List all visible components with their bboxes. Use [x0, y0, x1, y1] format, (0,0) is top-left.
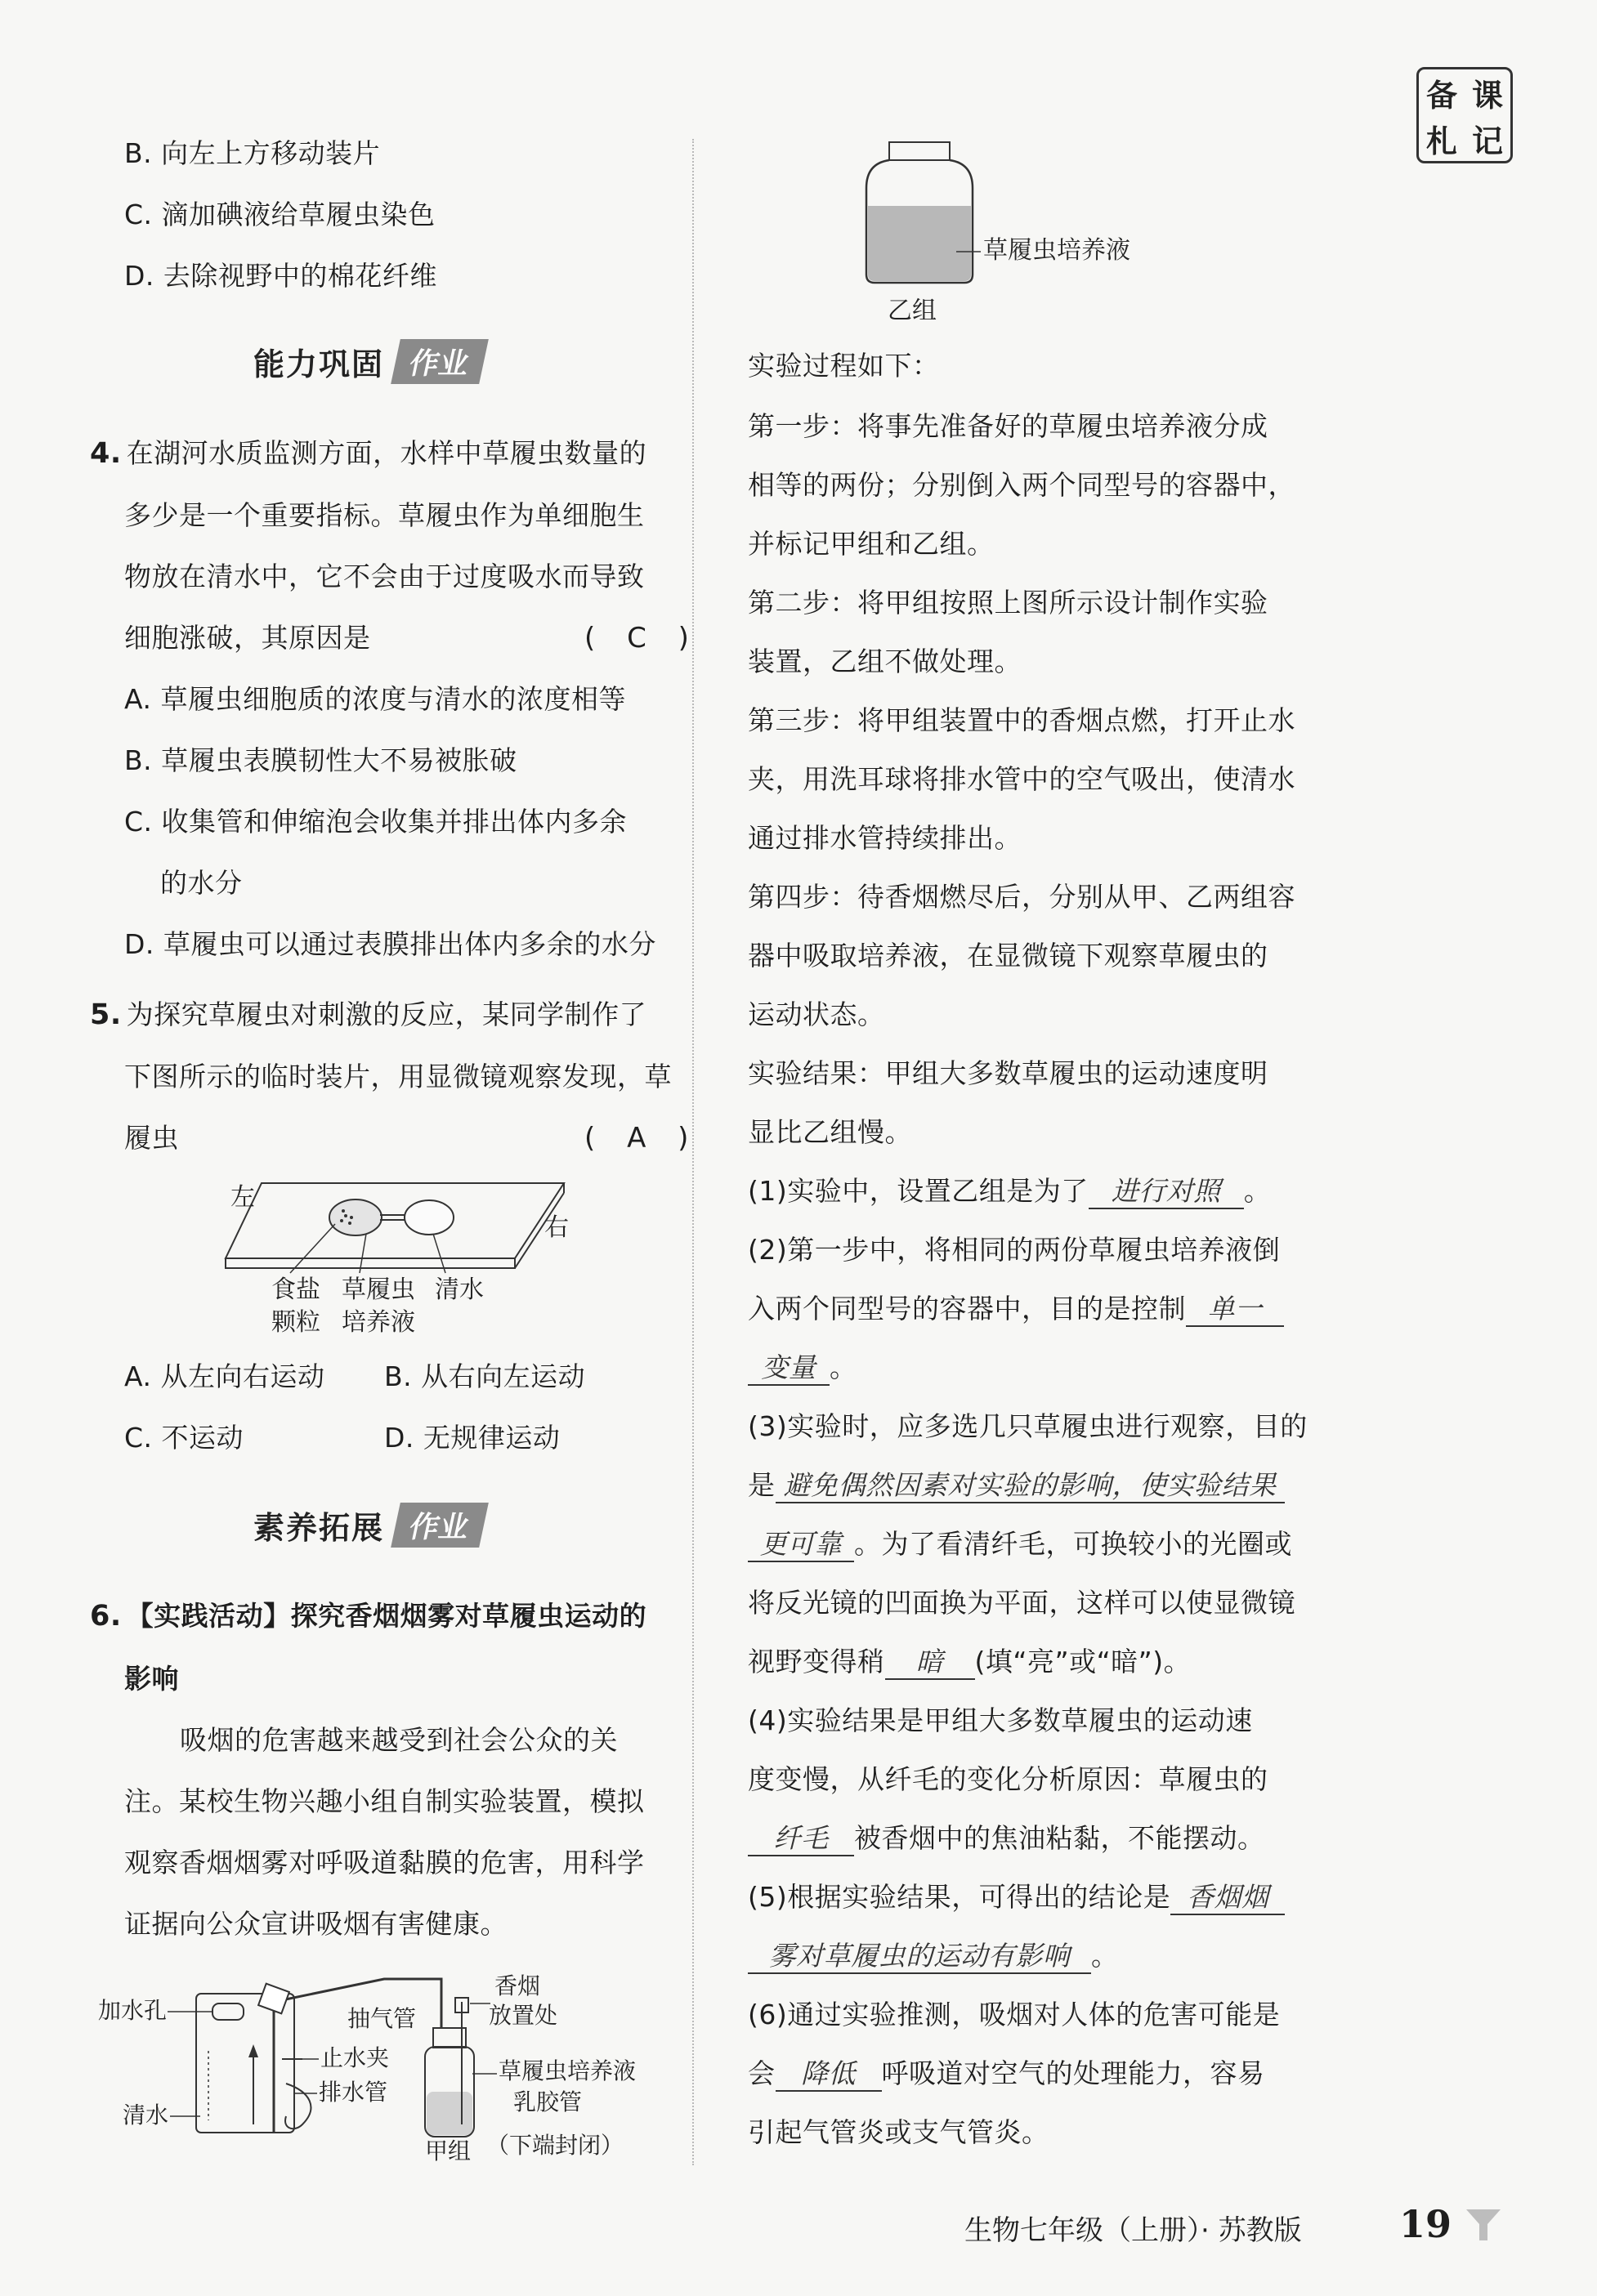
q4-option-a: A. 草履虫细胞质的浓度与清水的浓度相等: [124, 683, 626, 715]
sub3-text: 是: [748, 1469, 776, 1501]
procedure-line: 通过排水管持续排出。: [748, 822, 1022, 854]
label-add-water: 加水孔: [98, 1997, 168, 2024]
q6-line-1: 吸烟的危害越来越受到社会公众的关: [180, 1724, 618, 1756]
section-literacy-header: [253, 1503, 484, 1546]
sub-question-1: [748, 1175, 1271, 1209]
sub2-line-3: [748, 1351, 857, 1386]
procedure-line: 第一步：将事先准备好的草履虫培养液分成: [748, 410, 1268, 442]
sub3-line-3: [748, 1528, 1292, 1562]
q6-heading-2: 影响: [124, 1663, 179, 1695]
sub6-line-2: [748, 2057, 1265, 2092]
sub3-answer-b: 更可靠: [748, 1528, 854, 1562]
question-number: 6.: [90, 1600, 122, 1633]
label-right: 右: [544, 1213, 569, 1242]
apparatus-diagram: [98, 1969, 670, 2165]
sub6-text: 会: [748, 2057, 776, 2089]
q6-line-3: 观察香烟烟雾对呼吸道黏膜的危害，用科学: [124, 1847, 645, 1878]
label-cigarette-1: 香烟: [494, 1972, 541, 1999]
q4-line-3: 物放在清水中，它不会由于过度吸水而导致: [124, 561, 645, 592]
corner-mark-icon: [1463, 2204, 1504, 2245]
question-number: 5.: [90, 998, 122, 1031]
sub4-line-3: [748, 1822, 1265, 1856]
label-group-a: 甲组: [425, 2137, 472, 2164]
label-water-clip: 止水夹: [320, 2044, 390, 2071]
water-drop: [405, 1200, 454, 1235]
slide-diagram: [212, 1177, 588, 1340]
q3-option-d: D. 去除视野中的棉花纤维: [124, 260, 437, 292]
jar-figure: [858, 137, 1201, 325]
procedure-line: 实验过程如下：: [748, 350, 940, 382]
q5-line-2: 下图所示的临时装片，用显微镜观察发现，草: [124, 1061, 672, 1092]
procedure-line: 第三步：将甲组装置中的香烟点燃，打开止水: [748, 704, 1295, 736]
result-line: 显比乙组慢。: [748, 1116, 912, 1148]
procedure-line: 第二步：将甲组按照上图所示设计制作实验: [748, 587, 1268, 619]
sub4-answer: 纤毛: [748, 1822, 854, 1856]
sub3-answer-c: 暗: [885, 1646, 975, 1680]
sub1-text: (1)实验中，设置乙组是为了: [748, 1175, 1089, 1207]
stamp-char: 记: [1471, 123, 1503, 159]
sub3-answer-a: 避免偶然因素对实验的影响，使实验结果: [776, 1469, 1285, 1503]
stamp-char: 课: [1471, 77, 1503, 114]
q4-line-1: [90, 437, 646, 470]
label-drain-tube: 排水管: [319, 2079, 388, 2106]
q5-line-3: 履虫: [124, 1122, 179, 1154]
q4-answer: ( C ): [584, 622, 700, 654]
stamp-char: 备: [1425, 77, 1457, 114]
procedure-line: 第四步：待香烟燃尽后，分别从甲、乙两组容: [748, 881, 1295, 913]
sub4-text: 被香烟中的焦油粘黏，不能摆动。: [854, 1822, 1265, 1854]
result-line: 实验结果：甲组大多数草履虫的运动速度明: [748, 1057, 1268, 1089]
sub4-line-2: 度变慢，从纤毛的变化分析原因：草履虫的: [748, 1763, 1268, 1795]
procedure-line: 运动状态。: [748, 998, 885, 1030]
section-tag: 作业: [391, 339, 489, 384]
sub5-answer-b: 雾对草履虫的运动有影响: [748, 1940, 1091, 1974]
sub2-line-1: (2)第一步中，将相同的两份草履虫培养液倒: [748, 1234, 1281, 1266]
q6-heading-1: [90, 1600, 646, 1633]
question-number: 4.: [90, 437, 122, 470]
q6-line-4: 证据向公众宣讲吸烟有害健康。: [124, 1908, 508, 1940]
q4-line-2: 多少是一个重要指标。草履虫作为单细胞生: [124, 499, 645, 531]
q4-text: 在湖河水质监测方面，水样中草履虫数量的: [126, 437, 647, 469]
q5-option-c: C. 不运动: [124, 1422, 244, 1454]
sub6-answer: 降低: [776, 2057, 882, 2092]
procedure-line: 装置，乙组不做处理。: [748, 645, 1022, 677]
q4-option-d: D. 草履虫可以通过表膜排出体内多余的水分: [124, 928, 656, 960]
label-latex-tube: 乳胶管: [513, 2088, 583, 2115]
stamp-char: 札: [1425, 123, 1457, 159]
page-number: 19: [1399, 2202, 1452, 2246]
jar-group-label: 乙组: [888, 297, 937, 325]
sub3-line-4: 将反光镜的凹面换为平面，这样可以使显微镜: [748, 1587, 1295, 1619]
sub3-text: (填“亮”或“暗”)。: [974, 1646, 1192, 1677]
sub5-post: 。: [1091, 1940, 1119, 1972]
culture-drop: [329, 1199, 382, 1235]
q5-option-d: D. 无规律运动: [384, 1422, 561, 1454]
q4-option-b: B. 草履虫表膜韧性大不易被胀破: [124, 744, 517, 776]
q5-text: 为探究草履虫对刺激的反应，某同学制作了: [126, 998, 647, 1030]
label-left: 左: [230, 1183, 255, 1212]
section-ability-header: [253, 340, 484, 382]
sub6-text: 呼吸道对空气的处理能力，容易: [881, 2057, 1265, 2089]
sub2-post: 。: [830, 1351, 857, 1383]
q4-line-4: 细胞涨破，其原因是: [124, 622, 371, 654]
label-salt-2: 颗粒: [271, 1308, 320, 1337]
sub5-line-2: [748, 1940, 1119, 1974]
sub2-answer-a: 单一: [1186, 1293, 1284, 1327]
label-salt-1: 食盐: [271, 1275, 320, 1304]
jar-culture-label: 草履虫培养液: [983, 236, 1130, 265]
q5-option-b: B. 从右向左运动: [384, 1360, 586, 1392]
sub2-line-2: [748, 1293, 1284, 1327]
q6-heading: 【实践活动】探究香烟烟雾对草履虫运动的: [126, 1600, 647, 1632]
sub3-text: 视野变得稍: [748, 1646, 885, 1677]
lesson-notes-stamp: [1416, 67, 1513, 163]
section-title: 素养拓展: [253, 1509, 385, 1546]
sub2-answer-b: 变量: [748, 1351, 830, 1386]
procedure-line: 相等的两份；分别倒入两个同型号的容器中，: [748, 469, 1295, 501]
label-cigarette-2: 放置处: [489, 2002, 558, 2029]
sub2-text: 入两个同型号的容器中，目的是控制: [748, 1293, 1186, 1324]
sub3-line-5: [748, 1646, 1191, 1680]
q4-option-c: C. 收集管和伸缩泡会收集并排出体内多余: [124, 806, 628, 838]
q5-option-a: A. 从左向右运动: [124, 1360, 325, 1392]
procedure-line: 并标记甲组和乙组。: [748, 528, 995, 560]
section-tag: 作业: [391, 1503, 489, 1548]
q5-line-1: [90, 998, 646, 1031]
label-culture: 草履虫培养液: [499, 2057, 637, 2084]
q5-answer: ( A ): [584, 1122, 700, 1155]
procedure-line: 器中吸取培养液，在显微镜下观察草履虫的: [748, 940, 1268, 972]
label-pump-tube: 抽气管: [347, 2005, 417, 2032]
section-title: 能力巩固: [253, 346, 385, 382]
q3-option-c: C. 滴加碘液给草履虫染色: [124, 199, 436, 230]
sub1-post: 。: [1243, 1175, 1272, 1207]
label-water: 清水: [123, 2102, 169, 2128]
sub6-line-1: (6)通过实验推测，吸烟对人体的危害可能是: [748, 1999, 1281, 2030]
q6-line-2: 注。某校生物兴趣小组自制实验装置，模拟: [124, 1785, 645, 1817]
label-culture-2: 培养液: [342, 1308, 415, 1337]
label-water: 清水: [435, 1275, 484, 1304]
sub5-answer-a: 香烟烟: [1170, 1881, 1285, 1915]
sub3-line-1: (3)实验时，应多选几只草履虫进行观察，目的: [748, 1410, 1308, 1442]
sub3-text: 。为了看清纤毛，可换较小的光圈或: [854, 1528, 1292, 1560]
sub6-line-3: 引起气管炎或支气管炎。: [748, 2116, 1049, 2148]
label-culture-1: 草履虫: [342, 1275, 415, 1304]
sub3-line-2: [748, 1469, 1285, 1503]
sub4-line-1: (4)实验结果是甲组大多数草履虫的运动速: [748, 1704, 1253, 1736]
procedure-line: 夹，用洗耳球将排水管中的空气吸出，使清水: [748, 763, 1295, 795]
sub1-answer: 进行对照: [1089, 1175, 1244, 1209]
q3-option-b: B. 向左上方移动装片: [124, 137, 381, 169]
q4-option-c-cont: 的水分: [160, 867, 243, 899]
sub5-line-1: [748, 1881, 1285, 1915]
book-title: 生物七年级（上册）· 苏教版: [964, 2214, 1302, 2247]
label-closed-end: （下端封闭）: [486, 2132, 624, 2159]
sub5-text: (5)根据实验结果，可得出的结论是: [748, 1881, 1171, 1913]
